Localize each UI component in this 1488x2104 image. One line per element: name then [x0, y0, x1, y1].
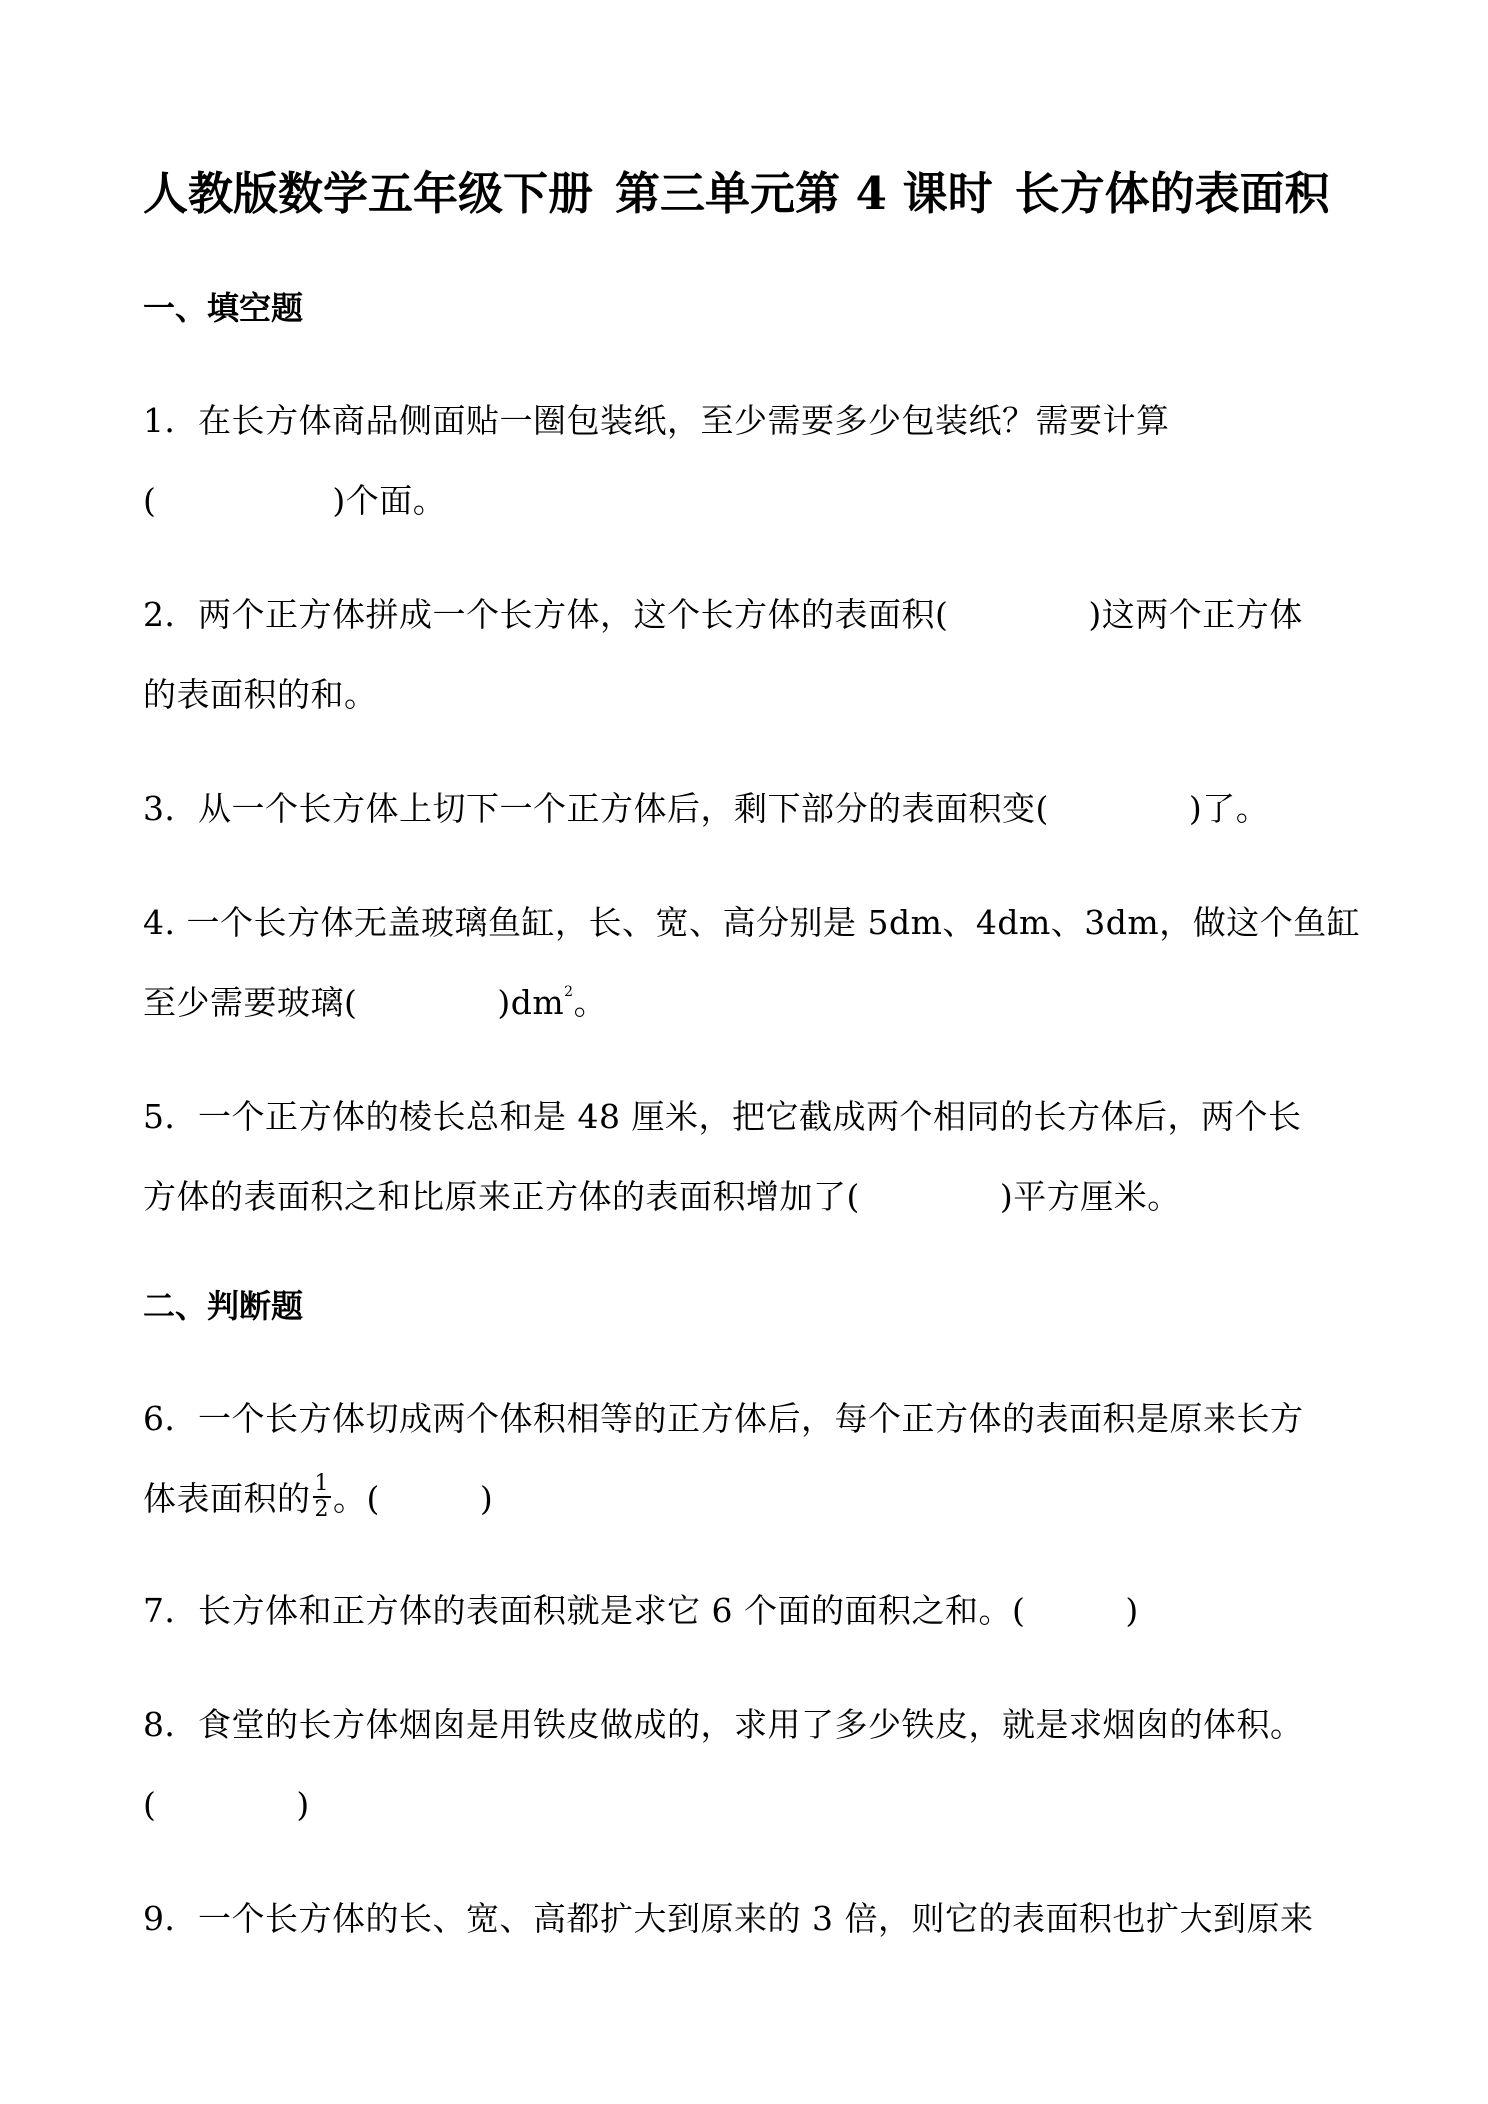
- question-2-text-a: 2．两个正方体拼成一个长方体，这个长方体的表面积(: [143, 595, 949, 634]
- question-4-text-b: )dm: [497, 983, 565, 1022]
- question-4-text-c: 。: [573, 983, 608, 1022]
- question-7-text-a: 7．长方体和正方体的表面积就是求它 6 个面的面积之和。(: [143, 1591, 1026, 1630]
- question-5-line-2: [143, 1174, 1181, 1220]
- question-9-line-1: 9．一个长方体的长、宽、高都扩大到原来的 3 倍，则它的表面积也扩大到原来: [143, 1899, 1314, 1938]
- question-3-text-b: )了。: [1188, 789, 1270, 828]
- question-3-line-1: [143, 786, 1269, 832]
- question-2-line-1: [143, 592, 1303, 638]
- question-5-text-a: 方体的表面积之和比原来正方体的表面积增加了(: [143, 1177, 860, 1216]
- question-7-text-b: ): [1125, 1591, 1139, 1630]
- section-true-false-heading: 二、判断题: [143, 1287, 304, 1325]
- question-6-text-b: 。(: [333, 1479, 380, 1518]
- question-4-text-a: 至少需要玻璃(: [143, 983, 358, 1022]
- page-title: [143, 164, 1383, 224]
- question-6-line-2: [143, 1471, 494, 1526]
- question-5-text-b: )平方厘米。: [999, 1177, 1181, 1216]
- question-1-line-1: 1．在长方体商品侧面贴一圈包装纸，至少需要多少包装纸？需要计算: [143, 401, 1170, 440]
- question-8-open-paren: (: [143, 1785, 157, 1824]
- question-4-line-1: 4. 一个长方体无盖玻璃鱼缸，长、宽、高分别是 5dm、4dm、3dm，做这个鱼缸: [143, 903, 1361, 942]
- question-1-open-paren: (: [143, 481, 157, 520]
- title-part-3: 长方体的表面积: [1014, 167, 1330, 220]
- question-7-line-1: [143, 1588, 1139, 1634]
- question-4-line-2: [143, 980, 607, 1026]
- fraction-one-half: [313, 1472, 332, 1522]
- question-2-text-b: )这两个正方体: [1088, 595, 1303, 634]
- fraction-denominator: 2: [314, 1497, 329, 1522]
- question-1-line-2: [143, 478, 446, 524]
- question-8-close-paren: ): [296, 1785, 310, 1824]
- section-fill-blank-heading: 一、填空题: [143, 289, 304, 327]
- question-3-text-a: 3．从一个长方体上切下一个正方体后，剩下部分的表面积变(: [143, 789, 1049, 828]
- question-8-line-1: 8．食堂的长方体烟囱是用铁皮做成的，求用了多少铁皮，就是求烟囱的体积。: [143, 1705, 1304, 1744]
- question-6-line-1: 6．一个长方体切成两个体积相等的正方体后，每个正方体的表面积是原来长方: [143, 1399, 1304, 1438]
- question-2-line-2: 的表面积的和。: [143, 675, 378, 714]
- question-8-line-2: [143, 1782, 310, 1828]
- question-1-close-text: )个面。: [332, 481, 447, 520]
- title-part-1: 人教版数学五年级下册: [143, 167, 594, 220]
- title-part-2: 第三单元第 4 课时: [615, 167, 993, 220]
- question-6-text-c: ): [479, 1479, 494, 1518]
- question-4-superscript: 2: [564, 984, 574, 1000]
- question-5-line-1: 5．一个正方体的棱长总和是 48 厘米，把它截成两个相同的长方体后，两个长: [143, 1097, 1302, 1136]
- question-6-text-a: 体表面积的: [143, 1479, 311, 1518]
- fraction-numerator: 1: [314, 1471, 329, 1496]
